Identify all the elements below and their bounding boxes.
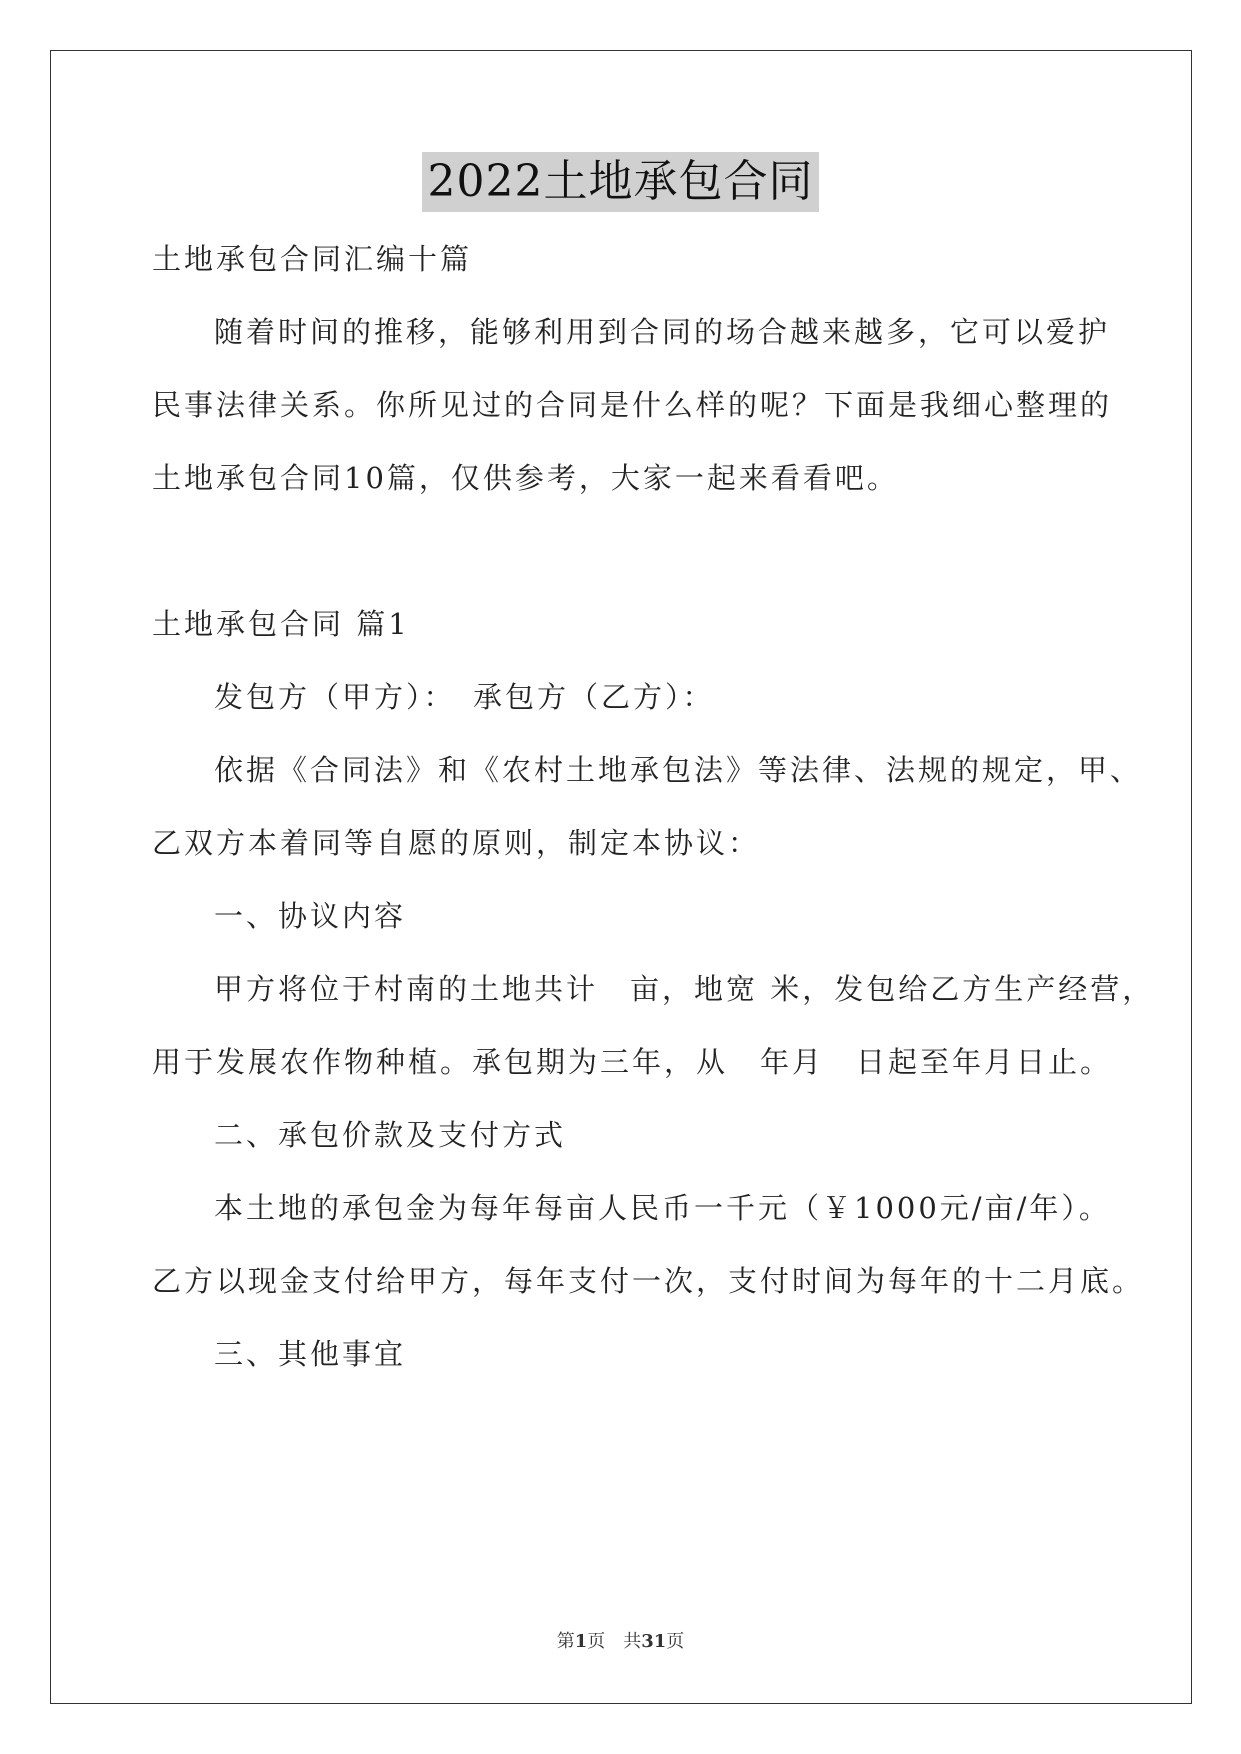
clause-1-line-1: 甲方将位于村南的土地共计 亩，地宽 米，发包给乙方生产经营， (214, 972, 1155, 1006)
page-border (50, 50, 1192, 1704)
clause-heading-1: 一、协议内容 (214, 899, 407, 933)
clause-2-line-2: 乙方以现金支付给甲方，每年支付一次，支付时间为每年的十二月底。 (152, 1264, 1145, 1298)
footer-total-pages: 31 (641, 1631, 667, 1652)
basis-line-2: 乙双方本着同等自愿的原则，制定本协议： (152, 826, 761, 860)
clause-heading-2: 二、承包价款及支付方式 (214, 1118, 567, 1152)
footer-page-number: 1 (574, 1631, 588, 1652)
parties-line: 发包方（甲方）： 承包方（乙方）： (214, 680, 715, 714)
document-title: 2022土地承包合同 (422, 152, 820, 212)
title-container (0, 152, 1241, 212)
footer-middle: 页 共 (587, 1631, 642, 1652)
clause-2-line-1: 本土地的承包金为每年每亩人民币一千元（￥1000元/亩/年）。 (214, 1191, 1111, 1225)
basis-line-1: 依据《合同法》和《农村土地承包法》等法律、法规的规定，甲、 (214, 753, 1143, 787)
section-heading: 土地承包合同 篇1 (152, 607, 410, 641)
intro-line-3: 土地承包合同10篇，仅供参考，大家一起来看看吧。 (152, 461, 899, 495)
intro-line-1: 随着时间的推移，能够利用到合同的场合越来越多，它可以爱护 (214, 315, 1111, 349)
clause-heading-3: 三、其他事宜 (214, 1337, 407, 1371)
subtitle-line: 土地承包合同汇编十篇 (152, 242, 473, 276)
footer-prefix: 第 (556, 1631, 575, 1652)
page-footer (0, 1630, 1241, 1654)
footer-suffix: 页 (666, 1631, 685, 1652)
clause-1-line-2: 用于发展农作物种植。承包期为三年，从 年月 日起至年月日止。 (152, 1045, 1113, 1079)
intro-line-2: 民事法律关系。你所见过的合同是什么样的呢？下面是我细心整理的 (152, 388, 1113, 422)
